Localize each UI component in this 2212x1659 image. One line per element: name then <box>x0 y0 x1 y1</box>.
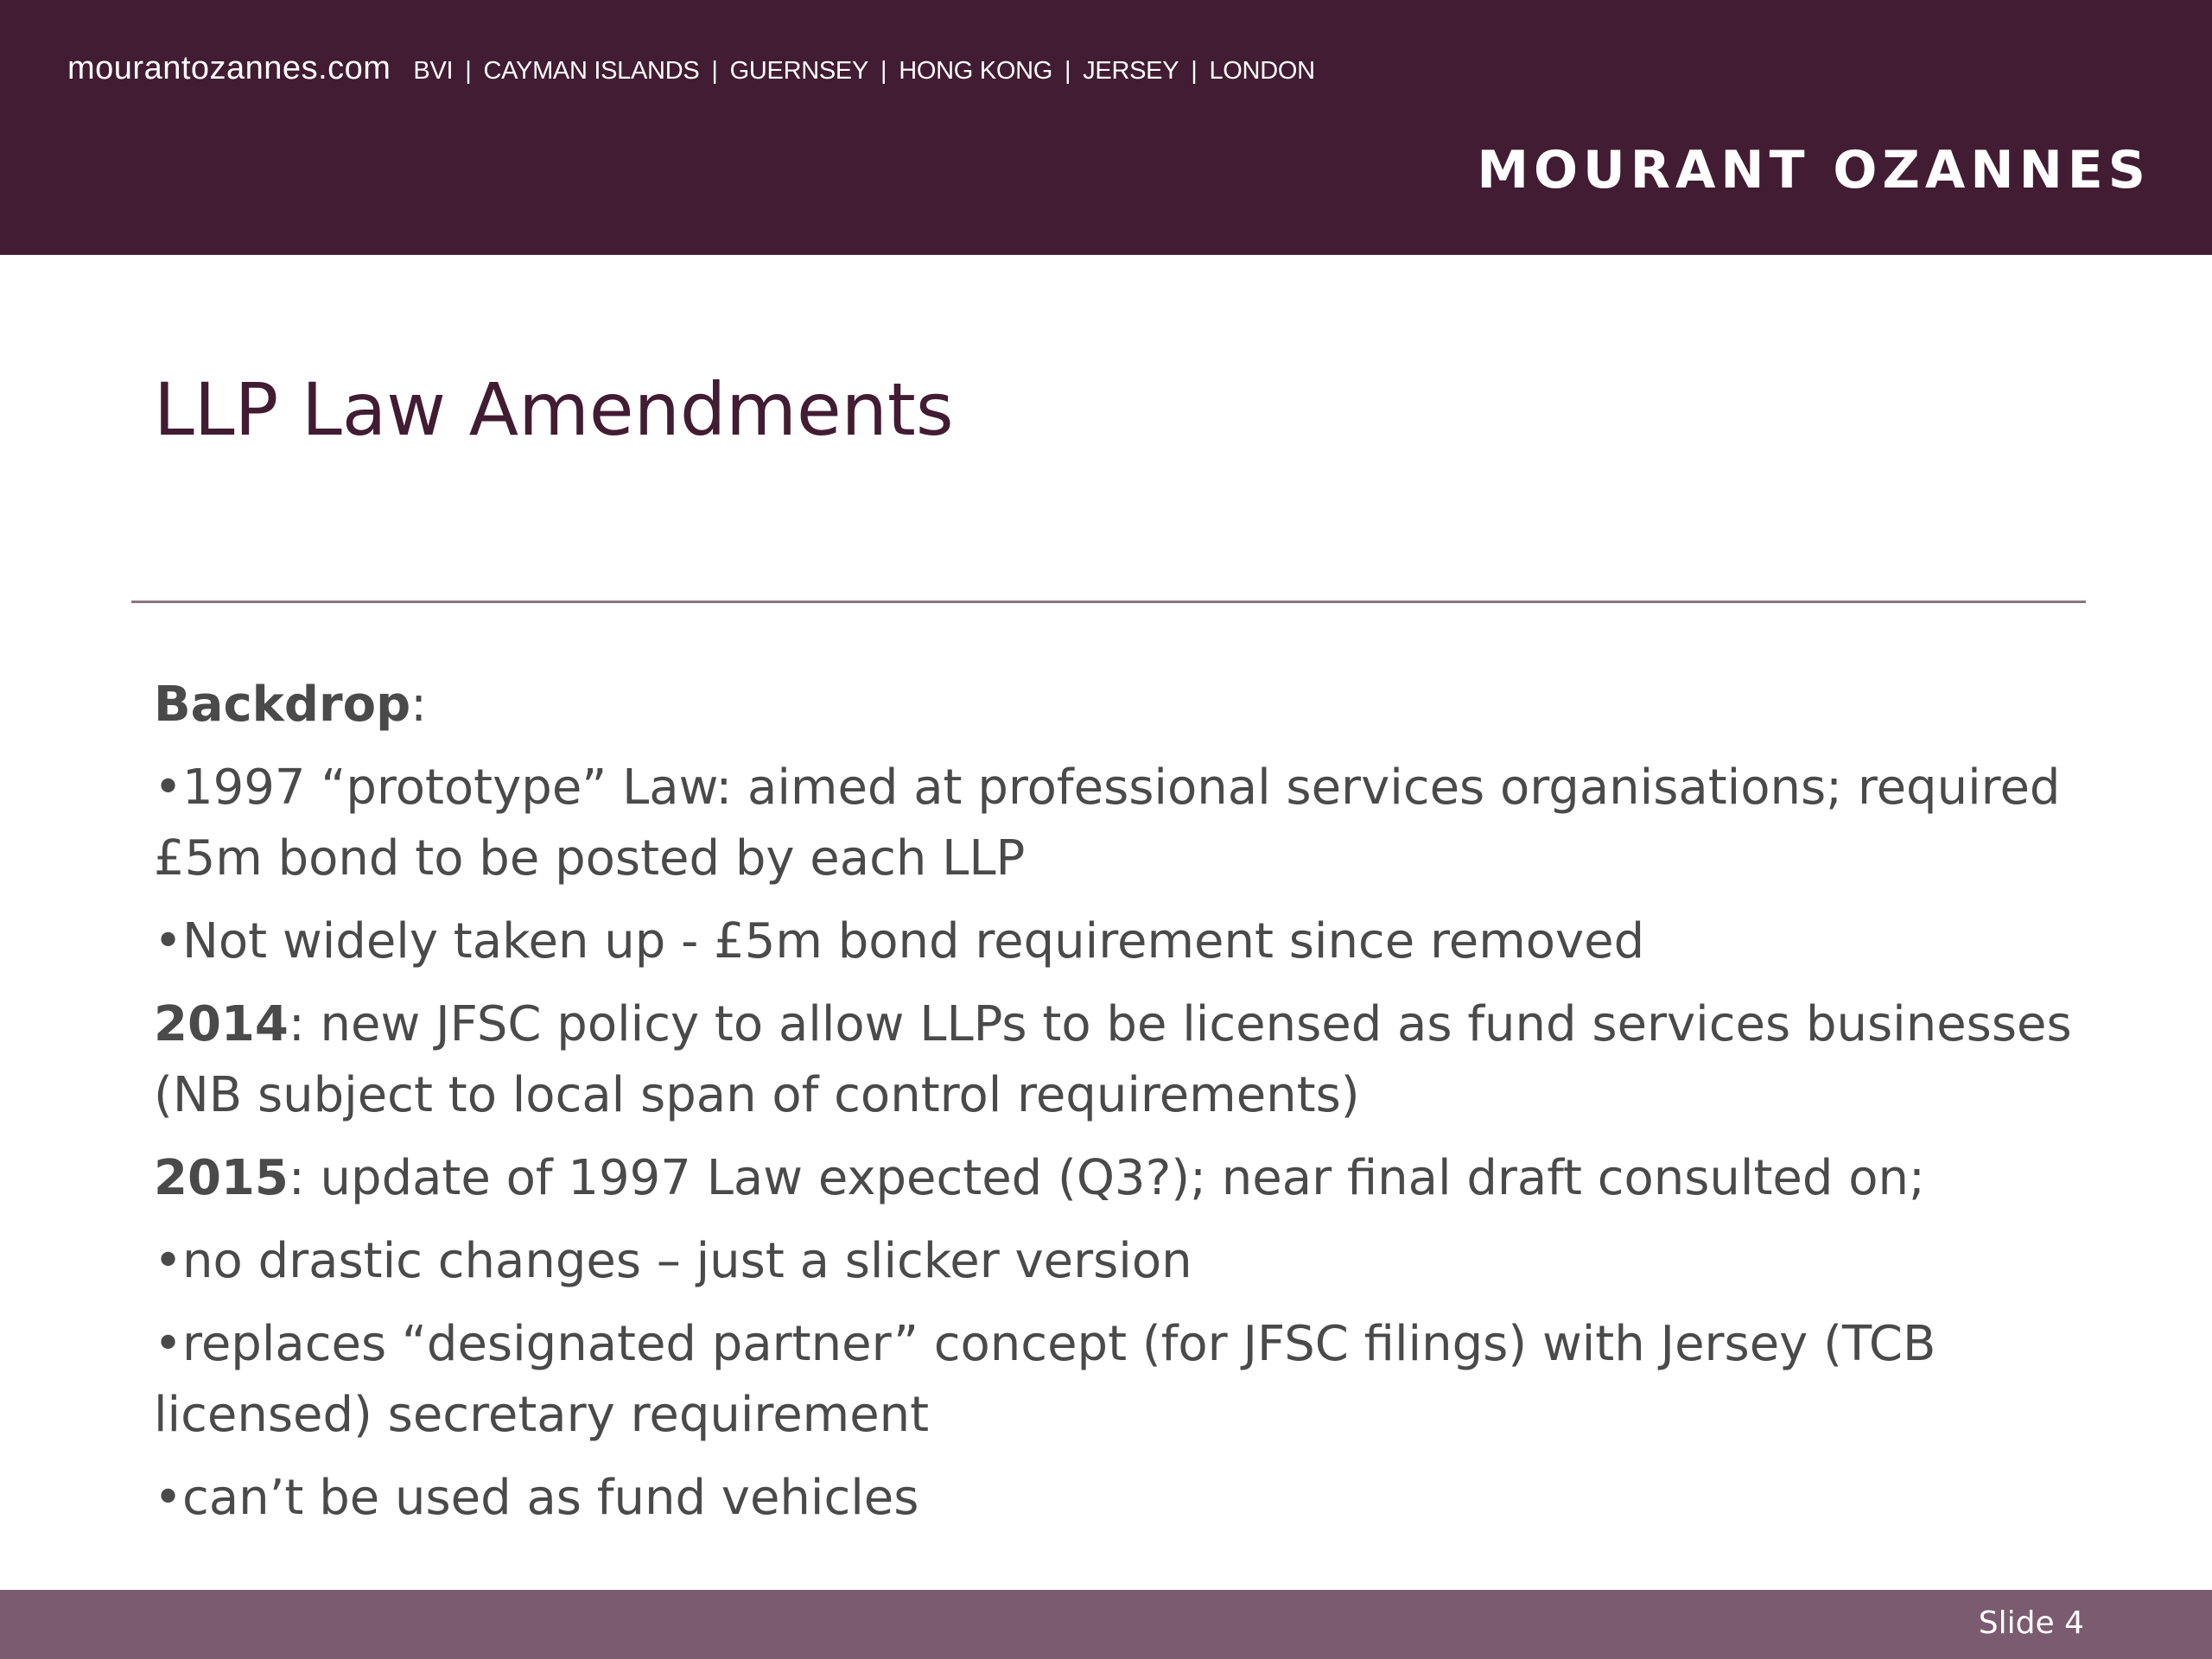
paragraph-text: •replaces “designated partner” concept (for JFSC filings) with Jersey (TCB licensed) secretary requirement <box>154 1316 1936 1443</box>
jurisdiction-item: BVI <box>413 57 454 85</box>
paragraph-text: •1997 “prototype” Law: aimed at professional services organisations; required £5m bond to be posted by each LLP <box>154 760 2061 887</box>
slide-number: Slide 4 <box>1978 1605 2084 1641</box>
slide-title: LLP Law Amendments <box>154 367 954 452</box>
paragraph-heading: 2015 <box>154 1150 289 1206</box>
company-logo: MOURANT OZANNES <box>1477 140 2151 200</box>
paragraph-text: •can’t be used as fund vehicles <box>154 1470 919 1526</box>
body-paragraph <box>154 1143 2089 1214</box>
paragraph-text: : <box>410 677 428 733</box>
bullet-item <box>154 906 2089 977</box>
site-url-link[interactable]: mourantozannes.com <box>67 50 391 86</box>
footer-band <box>0 1590 2212 1659</box>
jurisdiction-item: GUERNSEY <box>729 57 868 85</box>
bullet-item <box>154 1309 2089 1451</box>
jurisdiction-separator: | <box>1191 57 1198 85</box>
body-paragraph <box>154 670 2089 741</box>
site-line <box>67 50 1315 87</box>
paragraph-text: : update of 1997 Law expected (Q3?); near final draft consulted on; <box>288 1150 1925 1206</box>
bullet-item <box>154 1463 2089 1534</box>
header-band <box>0 0 2212 255</box>
jurisdiction-separator: | <box>711 57 718 85</box>
body-paragraph <box>154 989 2089 1131</box>
jurisdiction-separator: | <box>1064 57 1071 85</box>
paragraph-text: •Not widely taken up - £5m bond requirement since removed <box>154 913 1645 969</box>
jurisdiction-item: HONG KONG <box>899 57 1052 85</box>
paragraph-heading: Backdrop <box>154 677 411 733</box>
bullet-item <box>154 753 2089 894</box>
jurisdiction-item: CAYMAN ISLANDS <box>483 57 700 85</box>
jurisdiction-separator: | <box>465 57 472 85</box>
jurisdiction-item: JERSEY <box>1083 57 1179 85</box>
paragraph-heading: 2014 <box>154 996 289 1052</box>
title-divider <box>131 601 2086 603</box>
jurisdiction-list <box>413 57 1314 86</box>
paragraph-text: : new JFSC policy to allow LLPs to be licensed as fund services businesses (NB subject to local span of control requirements) <box>154 996 2072 1123</box>
jurisdiction-separator: | <box>880 57 887 85</box>
jurisdiction-item: LONDON <box>1209 57 1315 85</box>
bullet-item <box>154 1226 2089 1297</box>
slide-body <box>154 670 2089 1546</box>
paragraph-text: •no drastic changes – just a slicker version <box>154 1233 1192 1289</box>
